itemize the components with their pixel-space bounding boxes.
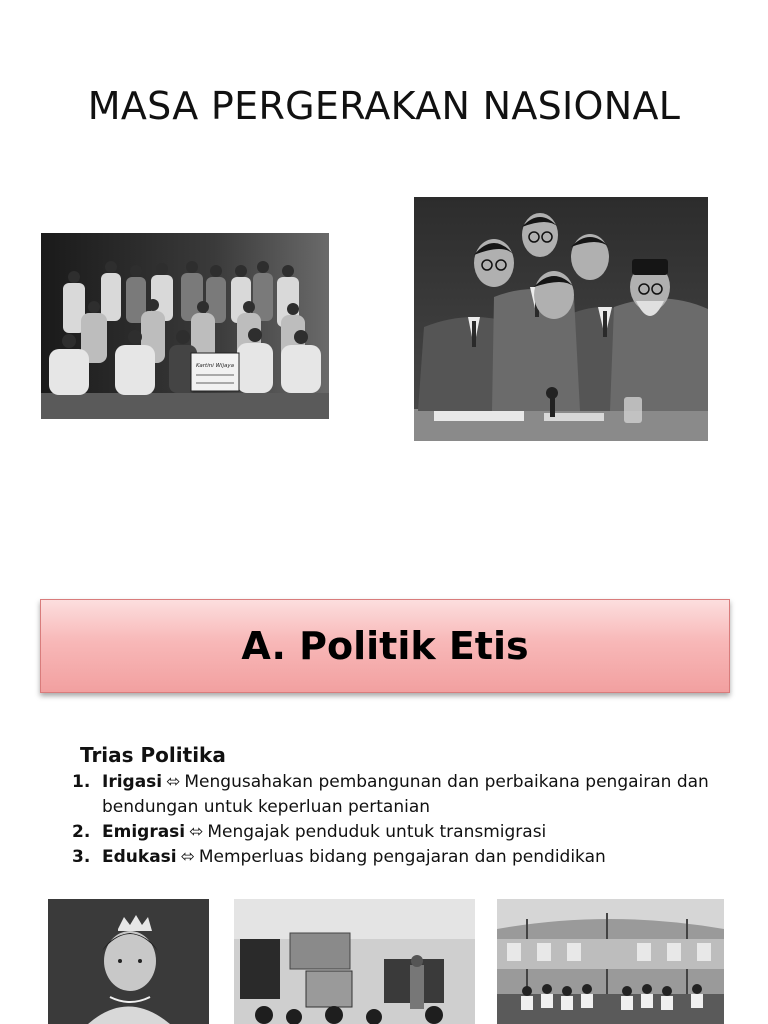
slide-politik-etis [0, 520, 768, 1024]
list-item-number: 1. [72, 772, 91, 792]
double-arrow-icon: ⬄ [166, 772, 181, 792]
photo-classroom-teacher [234, 899, 475, 1024]
list-item-number: 2. [72, 822, 91, 842]
double-arrow-icon: ⬄ [189, 822, 204, 842]
list-item-description: Mengusahakan pembangunan dan perbaikana pengairan dan bendungan untuk keperluan pertanian [102, 772, 709, 817]
list-item-irigasi [72, 770, 732, 820]
list-item-description: Mengajak penduduk untuk transmigrasi [207, 822, 547, 842]
photo-delegation-meeting [414, 197, 708, 441]
photo-school-hall [497, 899, 724, 1024]
section-heading: A. Politik Etis [241, 624, 529, 668]
slide-title: MASA PERGERAKAN NASIONAL [87, 84, 681, 128]
photo-queen-portrait [48, 899, 209, 1024]
double-arrow-icon: ⬄ [180, 847, 195, 867]
list-item-term: Emigrasi [102, 822, 186, 842]
photo-group-students [41, 233, 329, 419]
group-photo-sign-text: Kartini Wijaya [196, 363, 234, 369]
list-item-emigrasi [72, 820, 732, 845]
list-item-number: 3. [72, 847, 91, 867]
subheading: Trias Politika [80, 743, 226, 767]
section-banner [40, 599, 730, 693]
trias-politika-list [72, 770, 732, 870]
list-item-term: Irigasi [102, 772, 163, 792]
list-item-description: Memperluas bidang pengajaran dan pendidikan [198, 847, 606, 867]
list-item-term: Edukasi [102, 847, 177, 867]
list-item-edukasi [72, 845, 732, 870]
